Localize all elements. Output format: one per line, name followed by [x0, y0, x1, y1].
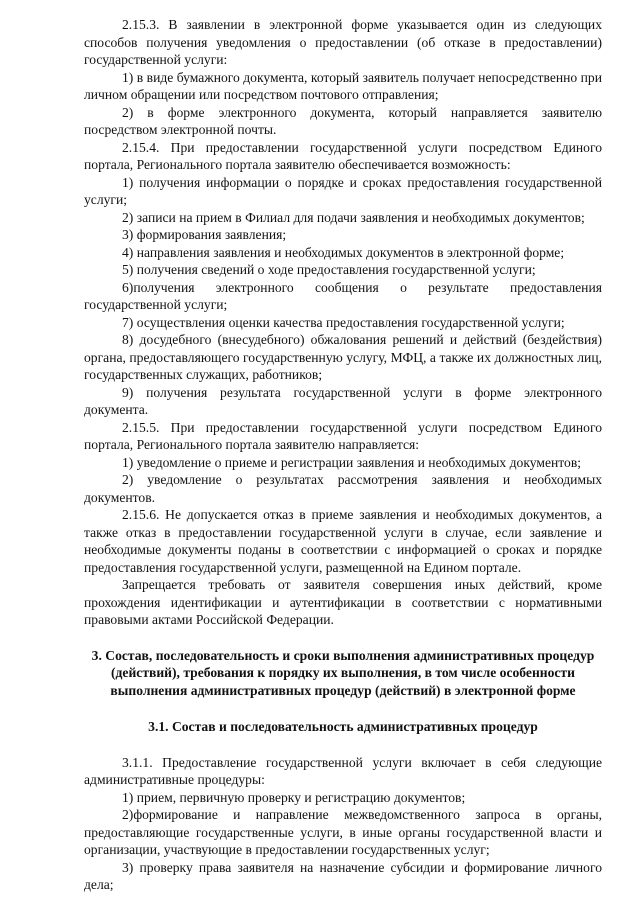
top-paragraphs [84, 16, 602, 629]
list-item: 3) формирования заявления; [122, 227, 287, 242]
list-item: 1) уведомление о приеме и регистрации заявления и необходимых документов; [122, 454, 582, 470]
list-item: 1) прием, первичную проверку и регистрацию документов; [122, 789, 466, 805]
list-item: 7) осуществления оценки качества предоставления государственной услуги; [122, 314, 565, 330]
list-item: 9) получения результата государственной услуги в форме электронного документа. [84, 384, 602, 417]
section-heading: 3. Состав, последовательность и сроки выполнения административных процедур (действий), требования к порядку их выполнения, в том числе особенности выполнения административных процедур (действий) в электронной форме [91, 647, 595, 698]
bottom-paragraphs [84, 754, 602, 894]
list-item: 1) в виде бумажного документа, который заявитель получает непосредственно при личном обращении или посредством почтового отправления; [84, 69, 602, 102]
paragraph-prohibition: Запрещается требовать от заявителя совершения иных действий, кроме прохождения идентификации и аутентификации в соответствии с нормативными правовыми актами Российской Федерации. [84, 577, 602, 627]
list-item: 2) в форме электронного документа, который направляется заявителю посредством электронной почты. [84, 104, 602, 137]
list-item: 6)получения электронного сообщения о результате предоставления государственной услуги; [84, 279, 602, 312]
list-item: 1) получения информации о порядке и сроках предоставления государственной услуги; [84, 174, 602, 207]
list-item: 3) проверку права заявителя на назначение субсидии и формирование личного дела; [84, 859, 602, 892]
list-item: 4) направления заявления и необходимых документов в электронной форме; [122, 244, 565, 260]
list-item: 8) досудебного (внесудебного) обжалования решений и действий (бездействия) органа, предоставляющего государственную услугу, МФЦ, а также их должностных лиц, государственных служащих, работников; [84, 332, 602, 382]
list-item: 5) получения сведений о ходе предоставления государственной услуги; [122, 262, 536, 277]
list-item: 2) записи на прием в Филиал для подачи заявления и необходимых документов; [122, 209, 585, 225]
paragraph-2-15-5: 2.15.5. При предоставлении государственной услуги посредством Единого портала, Регионального портала заявителю направляется: [84, 419, 602, 452]
paragraph-2-15-3: 2.15.3. В заявлении в электронной форме указывается один из следующих способов получения уведомления о предоставлении (об отказе в предоставлении) государственной услуги: [84, 17, 602, 67]
paragraph-2-15-6: 2.15.6. Не допускается отказ в приеме заявления и необходимых документов, а также отказ в предоставлении государственной услуги в случае, если заявление и необходимые документы поданы в соответствии с информацией о сроках и порядке предоставления государственной услуги, размещенной на Едином портале. [84, 507, 602, 575]
list-item: 2)формирование и направление межведомственного запроса в органы, предоставляющие государственные услуги, в иные органы государственной власти и организации, участвующие в предоставлении государственных услуг; [84, 807, 602, 857]
subsection-heading: 3.1. Состав и последовательность административных процедур [148, 719, 538, 734]
paragraph-3-1-1: 3.1.1. Предоставление государственной услуги включает в себя следующие административные процедуры: [84, 754, 602, 787]
list-item: 2) уведомление о результатах рассмотрения заявления и необходимых документов. [84, 472, 602, 505]
paragraph-2-15-4: 2.15.4. При предоставлении государственной услуги посредством Единого портала, Регионального портала заявителю обеспечивается возможность: [84, 139, 602, 172]
